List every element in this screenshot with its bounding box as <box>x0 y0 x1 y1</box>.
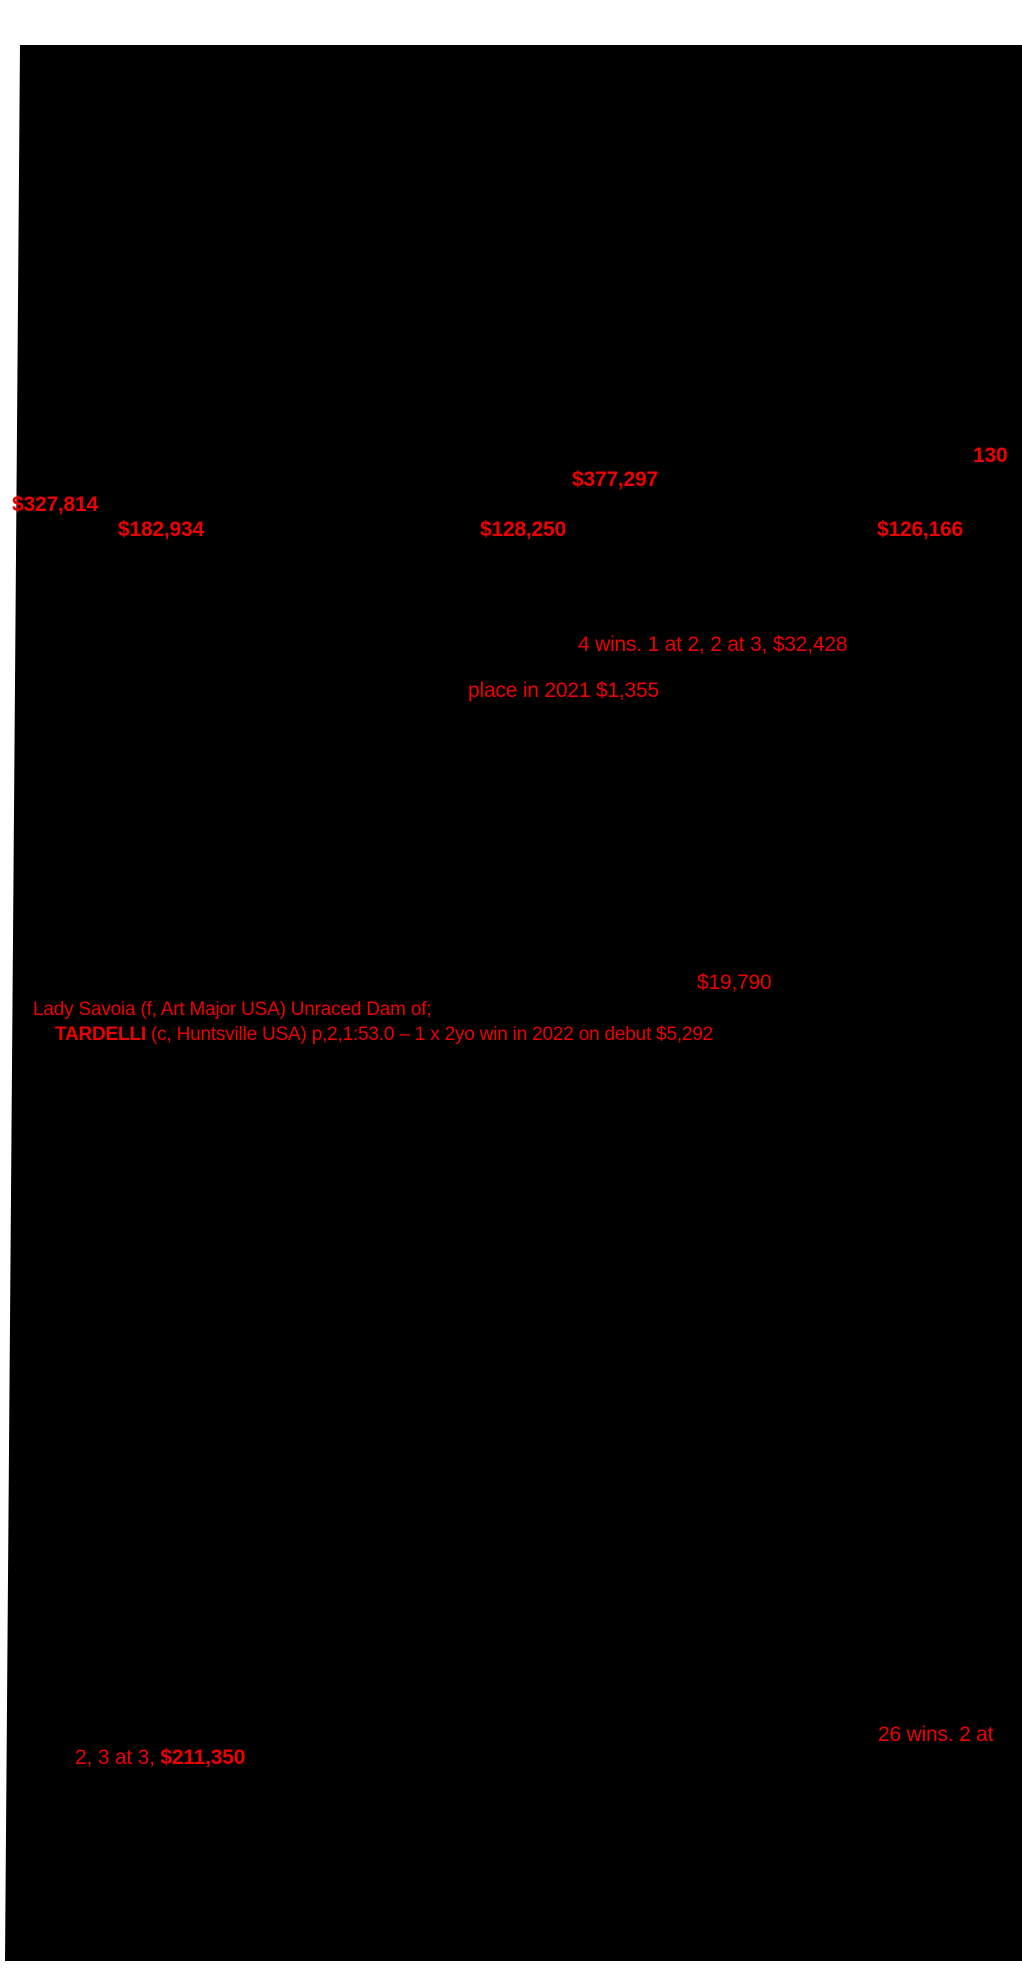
lot-number: 130 <box>973 444 1008 467</box>
earnings-figure: $327,814 <box>12 493 98 516</box>
race-record-update: 4 wins. 1 at 2, 2 at 3, $32,428 <box>578 633 848 656</box>
wins-update-text: 2, 3 at 3, <box>75 1746 161 1769</box>
wins-update-line2 <box>75 1746 245 1769</box>
placing-update: place in 2021 $1,355 <box>468 679 659 702</box>
earnings-update: $19,790 <box>697 971 772 994</box>
produce-horse-name: TARDELLI <box>55 1024 146 1045</box>
earnings-figure: $377,297 <box>572 468 658 491</box>
earnings-figure: $182,934 <box>118 518 204 541</box>
wins-update-amount: $211,350 <box>160 1746 246 1769</box>
earnings-figure: $126,166 <box>877 518 963 541</box>
dam-update-line: Lady Savoia (f, Art Major USA) Unraced Dam of; <box>33 999 432 1020</box>
produce-update-line <box>55 1023 713 1046</box>
produce-details: (c, Huntsville USA) p,2,1:53.0 – 1 x 2yo win in 2022 on debut $5,292 <box>145 1024 714 1045</box>
wins-update-line1: 26 wins. 2 at <box>878 1723 994 1746</box>
earnings-figure: $128,250 <box>480 518 566 541</box>
